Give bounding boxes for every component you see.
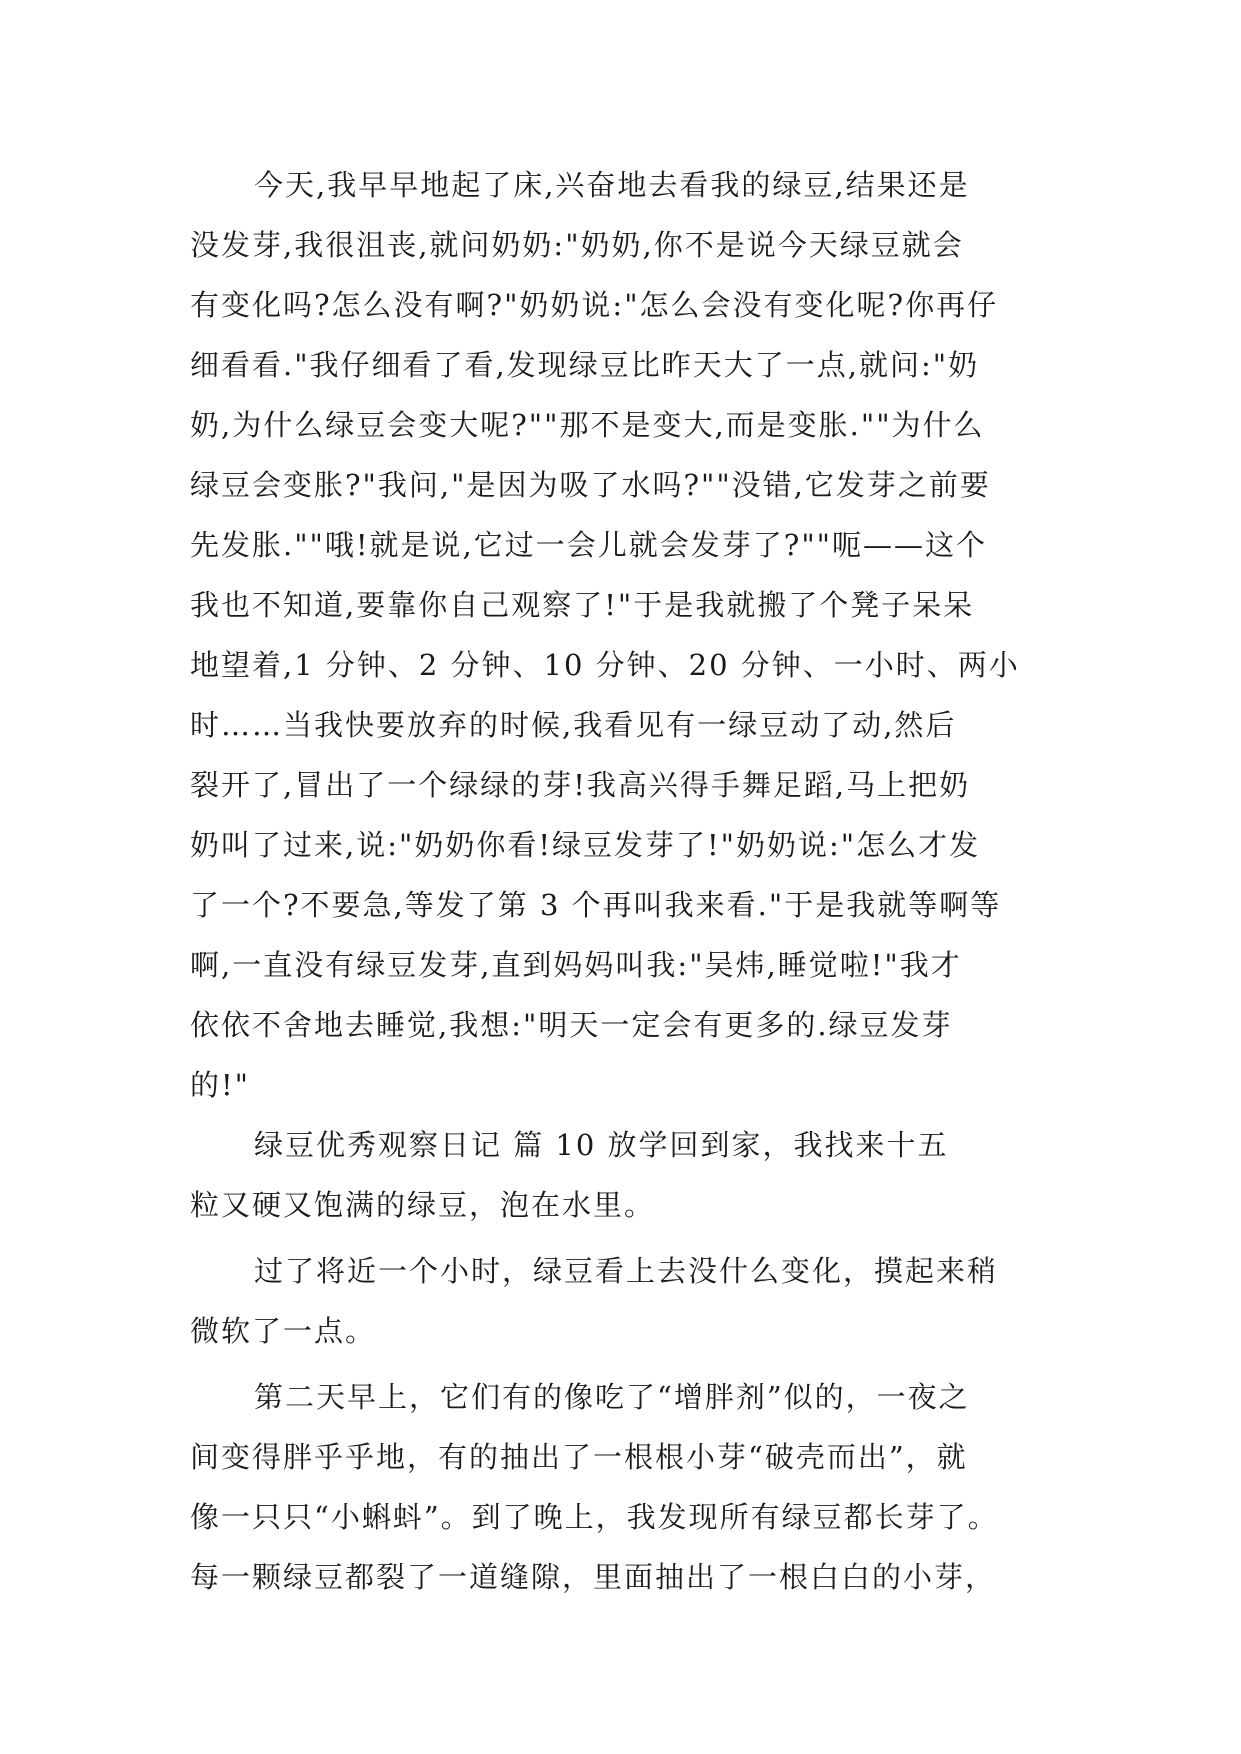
text-line: 绿豆会变胀?"我问,"是因为吸了水吗?""没错,它发芽之前要 xyxy=(190,468,991,502)
text-line: 今天,我早早地起了床,兴奋地去看我的绿豆,结果还是 xyxy=(254,168,970,202)
text-line: 先发胀.""哦!就是说,它过一会儿就会发芽了?""呃——这个 xyxy=(190,528,987,562)
text-line: 细看看."我仔细看了看,发现绿豆比昨天大了一点,就问:"奶 xyxy=(190,348,980,382)
text-line: 没发芽,我很沮丧,就问奶奶:"奶奶,你不是说今天绿豆就会 xyxy=(190,228,964,262)
text-line: 地望着,1 分钟、2 分钟、10 分钟、20 分钟、一小时、两小 xyxy=(190,648,1020,682)
text-line: 的!" xyxy=(190,1068,250,1102)
text-line: 奶叫了过来,说:"奶奶你看!绿豆发芽了!"奶奶说:"怎么才发 xyxy=(190,828,981,862)
text-line: 裂开了,冒出了一个绿绿的芽!我高兴得手舞足蹈,马上把奶 xyxy=(190,768,971,802)
text-line: 间变得胖乎乎地，有的抽出了一根根小芽“破壳而出”，就 xyxy=(190,1440,968,1474)
text-line: 依依不舍地去睡觉,我想:"明天一定会有更多的.绿豆发芽 xyxy=(190,1008,953,1042)
text-line: 每一颗绿豆都裂了一道缝隙，里面抽出了一根白白的小芽， xyxy=(190,1560,997,1594)
text-line: 微软了一点。 xyxy=(190,1314,377,1348)
paragraph-2 xyxy=(190,1115,1060,1235)
text-line: 啊,一直没有绿豆发芽,直到妈妈叫我:"吴炜,睡觉啦!"我才 xyxy=(190,948,962,982)
text-line: 了一个?不要急,等发了第 3 个再叫我来看."于是我就等啊等 xyxy=(190,888,1002,922)
text-line: 粒又硬又饱满的绿豆，泡在水里。 xyxy=(190,1188,656,1222)
text-line: 我也不知道,要靠你自己观察了!"于是我就搬了个凳子呆呆 xyxy=(190,588,975,622)
entry-heading-line: 绿豆优秀观察日记 篇 10 放学回到家，我找来十五 xyxy=(254,1128,949,1162)
paragraph-3 xyxy=(190,1241,1060,1361)
text-line: 有变化吗?怎么没有啊?"奶奶说:"怎么会没有变化呢?你再仔 xyxy=(190,288,999,322)
text-line: 像一只只“小蝌蚪”。到了晚上，我发现所有绿豆都长芽了。 xyxy=(190,1500,999,1534)
text-line: 过了将近一个小时，绿豆看上去没什么变化，摸起来稍 xyxy=(254,1254,999,1288)
paragraph-1 xyxy=(190,155,1060,1115)
document-body xyxy=(190,155,1060,1607)
paragraph-4 xyxy=(190,1367,1060,1607)
text-line: 奶,为什么绿豆会变大呢?""那不是变大,而是变胀.""为什么 xyxy=(190,408,985,442)
text-line: 时……当我快要放弃的时候,我看见有一绿豆动了动,然后 xyxy=(190,708,957,742)
text-line: 第二天早上，它们有的像吃了“增胖剂”似的，一夜之 xyxy=(254,1380,970,1414)
